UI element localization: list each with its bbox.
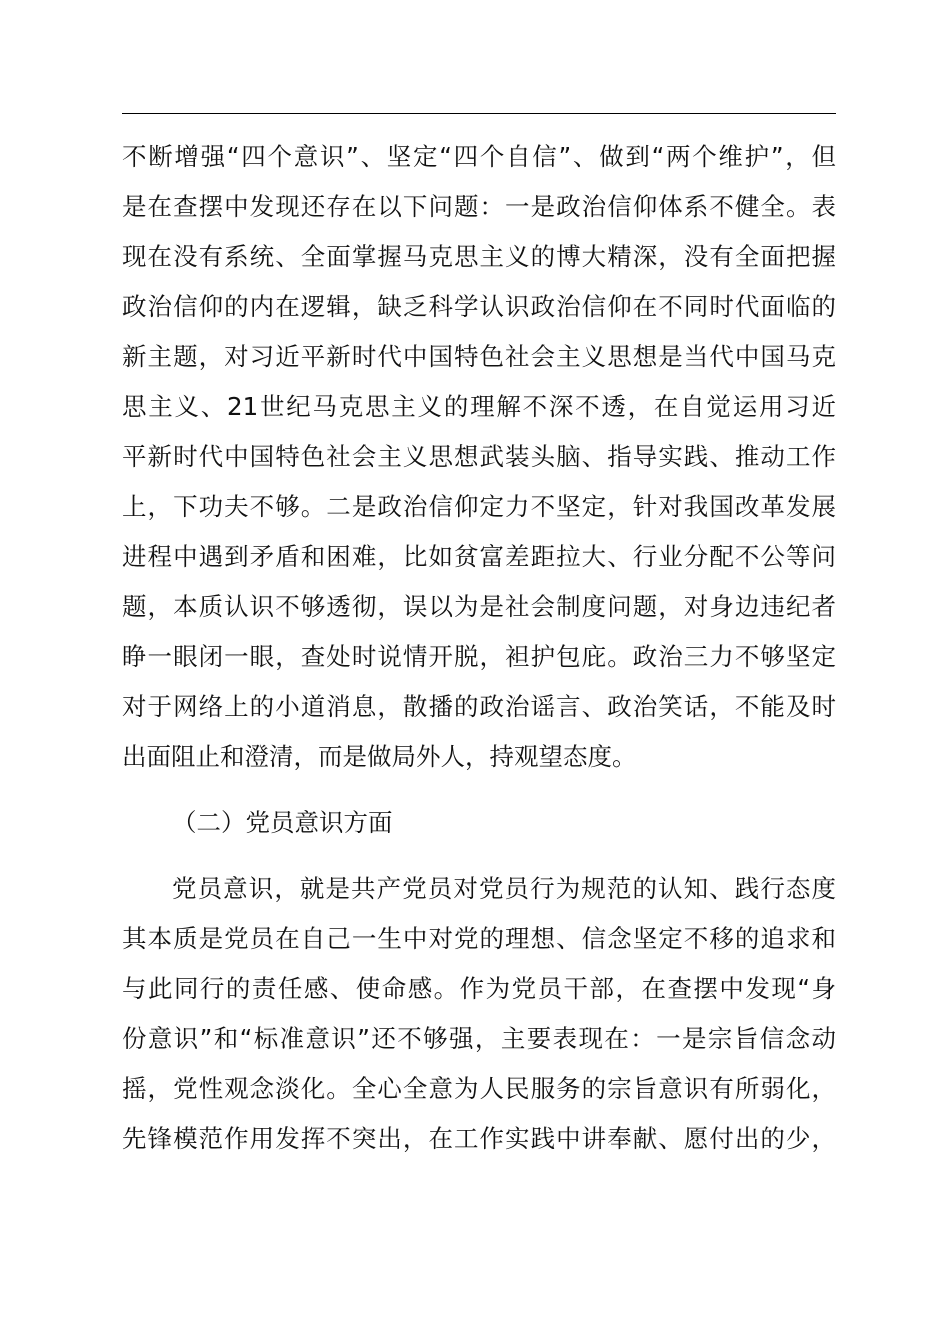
section-heading: （二）党员意识方面 bbox=[172, 808, 393, 837]
paragraph-line: 思主义、21世纪马克思主义的理解不深不透，在自觉运用习近 bbox=[122, 392, 836, 421]
paragraph-line: 出面阻止和澄清，而是做局外人，持观望态度。 bbox=[122, 742, 637, 771]
paragraph-line: 其本质是党员在自己一生中对党的理想、信念坚定不移的追求和 bbox=[122, 924, 836, 953]
paragraph-line: 上，下功夫不够。二是政治信仰定力不坚定，针对我国改革发展 bbox=[122, 492, 836, 521]
paragraph-line: 是在查摆中发现还存在以下问题：一是政治信仰体系不健全。表 bbox=[122, 192, 836, 221]
paragraph-line: 进程中遇到矛盾和困难，比如贫富差距拉大、行业分配不公等问 bbox=[122, 542, 836, 571]
paragraph-line: 现在没有系统、全面掌握马克思主义的博大精深，没有全面把握 bbox=[122, 242, 836, 271]
paragraph-gap bbox=[122, 782, 836, 798]
paragraph-line: 摇，党性观念淡化。全心全意为人民服务的宗旨意识有所弱化， bbox=[122, 1074, 836, 1103]
paragraph-line: 份意识”和“标准意识”还不够强，主要表现在：一是宗旨信念动 bbox=[122, 1024, 836, 1053]
paragraph-line: 平新时代中国特色社会主义思想武装头脑、指导实践、推动工作 bbox=[122, 442, 836, 471]
paragraph-line: 政治信仰的内在逻辑，缺乏科学认识政治信仰在不同时代面临的 bbox=[122, 292, 836, 321]
paragraph-line: 与此同行的责任感、使命感。作为党员干部，在查摆中发现“身 bbox=[122, 974, 836, 1003]
body-text bbox=[122, 132, 836, 1164]
paragraph-line: 题，本质认识不够透彻，误以为是社会制度问题，对身边违纪者 bbox=[122, 592, 836, 621]
paragraph-line: 先锋模范作用发挥不突出，在工作实践中讲奉献、愿付出的少， bbox=[122, 1124, 836, 1153]
header-rule bbox=[122, 113, 836, 114]
paragraph-line: 对于网络上的小道消息，散播的政治谣言、政治笑话，不能及时 bbox=[122, 692, 836, 721]
paragraph-gap bbox=[122, 848, 836, 864]
paragraph-line: 党员意识，就是共产党员对党员行为规范的认知、践行态度 bbox=[172, 874, 836, 903]
paragraph-line: 新主题，对习近平新时代中国特色社会主义思想是当代中国马克 bbox=[122, 342, 836, 371]
paragraph-line: 不断增强“四个意识”、坚定“四个自信”、做到“两个维护”，但 bbox=[122, 142, 836, 171]
paragraph-line: 睁一眼闭一眼，查处时说情开脱，袒护包庇。政治三力不够坚定 bbox=[122, 642, 836, 671]
